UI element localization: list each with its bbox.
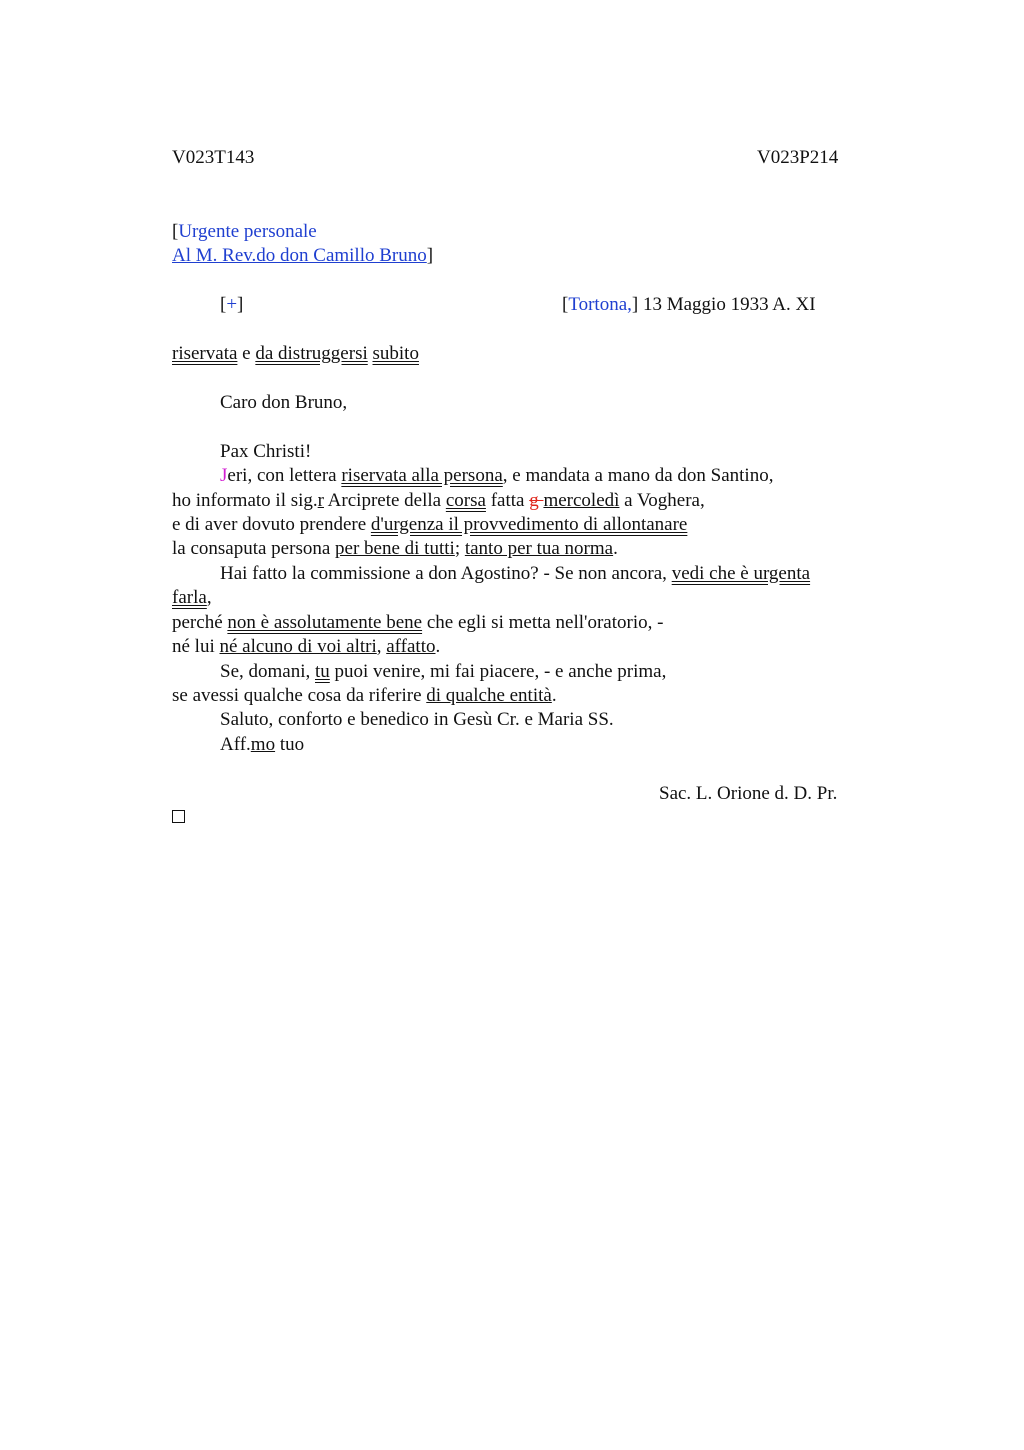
pax-greeting: Pax Christi!: [220, 441, 312, 462]
address-line-1: [172, 220, 317, 244]
signature: Sac. L. Orione d. D. Pr.: [659, 783, 838, 804]
body-line-6: farla,: [172, 587, 212, 608]
document-code-left: V023T143: [172, 147, 255, 168]
cross-icon: +: [226, 294, 238, 315]
body-line-9: Se, domani, tu puoi venire, mi fai piacere, - e anche prima,: [220, 661, 667, 682]
body-line-1: Jeri, con lettera riservata alla persona, e mandata a mano da don Santino,: [220, 465, 774, 486]
deleted-text: g: [529, 490, 544, 511]
bracket: ]: [426, 245, 434, 266]
body-line-10: se avessi qualche cosa da riferire di qualche entità.: [172, 685, 557, 706]
address-urgent: Urgente personale: [178, 221, 317, 242]
document-code-right: V023P214: [757, 147, 839, 168]
initial-letter: J: [220, 465, 228, 486]
body-line-8: né lui né alcuno di voi altri, affatto.: [172, 636, 441, 657]
body-line-11: Saluto, conforto e benedico in Gesù Cr. e Maria SS.: [220, 709, 614, 730]
confidential-note: riservata e da distruggersi subito: [172, 343, 419, 364]
bracket: [: [172, 221, 179, 242]
body-line-2: ho informato il sig.r Arciprete della corsa fatta g mercoledì a Voghera,: [172, 490, 705, 511]
address-line-2: [172, 244, 433, 268]
date-text: 13 Maggio 1933 A. XI: [638, 294, 816, 315]
salutation: Caro don Bruno,: [220, 392, 348, 413]
body-line-4: la consaputa persona per bene di tutti; tanto per tua norma.: [172, 538, 618, 559]
body-line-3: e di aver dovuto prendere d'urgenza il provvedimento di allontanare: [172, 514, 688, 535]
dateline: [Tortona,] 13 Maggio 1933 A. XI: [562, 294, 816, 315]
closing: Aff.mo tuo: [220, 734, 305, 755]
address-recipient: Al M. Rev.do don Camillo Bruno: [172, 245, 427, 266]
place-name: Tortona,: [568, 294, 632, 315]
cross-mark: [+]: [220, 294, 244, 315]
end-marker-box-icon: [172, 810, 185, 823]
body-line-5: Hai fatto la commissione a don Agostino? - Se non ancora, vedi che è urgenta: [220, 563, 811, 584]
body-line-7: perché non è assolutamente bene che egli si metta nell'oratorio, -: [172, 612, 664, 633]
